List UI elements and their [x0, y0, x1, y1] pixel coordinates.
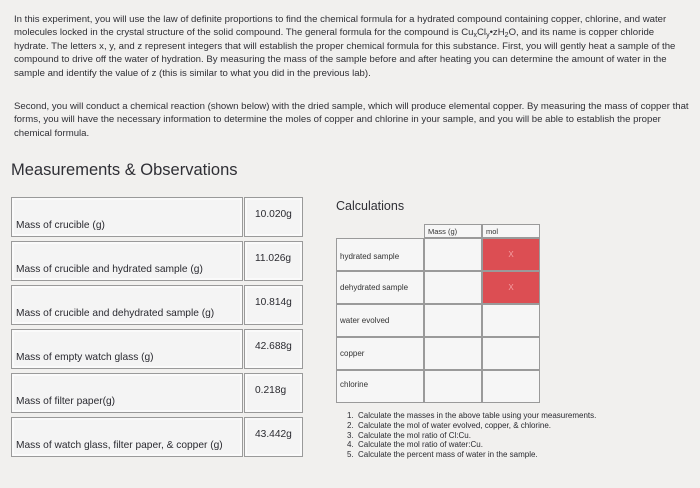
- measurement-row: [11, 285, 303, 325]
- calc-row-label-cell: [336, 238, 424, 271]
- intro-paragraph-1: In this experiment, you will use the law of definite proportions to find the chemical formula for a hydrated compound containing copper, chlorine, and water molecules locked in the crystal structure of the solid compound. The general formula for the compound is $Cu_xCl_y•zH_2O$, and its name is copper chloride hydrate. The letters x, y, and z represent integers that will establish the proper chemical formula for this substance. First, you will gently heat a sample of the compound to drive off the water of hydration. By measuring the mass of the sample before and after heating you can determine the amount of water in the sample and identify the value of z (this is similar to what you did in the previous lab).: [14, 14, 676, 79]
- measurement-value: 10.020g: [255, 209, 292, 220]
- measurement-label: Mass of crucible (g): [16, 220, 105, 231]
- calc-row-label: chlorine: [340, 380, 369, 389]
- measurement-label: Mass of crucible and dehydrated sample (g): [16, 308, 215, 319]
- calc-row-label-cell: [336, 271, 424, 304]
- measurement-label-cell: [11, 197, 243, 237]
- calc-mass-field[interactable]: [424, 370, 482, 403]
- measurement-label-cell: [11, 373, 243, 413]
- measurement-label-cell: [11, 285, 243, 325]
- measurement-row: [11, 373, 303, 413]
- calc-mol-blocked-cell: X: [482, 238, 540, 271]
- calc-mass-field[interactable]: [424, 337, 482, 370]
- measurement-label: Mass of watch glass, filter paper, & copper (g): [16, 440, 223, 451]
- measurement-label: Mass of filter paper(g): [16, 396, 116, 407]
- calc-row-label-cell: [336, 337, 424, 370]
- calc-row-label: copper: [340, 349, 365, 358]
- calc-mass-field[interactable]: [424, 238, 482, 271]
- measurement-value: 43.442g: [255, 429, 292, 440]
- measurement-value-field[interactable]: [244, 241, 303, 281]
- intro-paragraph-2: Second, you will conduct a chemical reaction (shown below) with the dried sample, which will produce elemental copper. By measuring the mass of copper that forms, you will have the necessary information to determine the moles of copper and chlorine in your sample, and you will be able to establish the proper chemical formula.: [14, 101, 689, 139]
- measurement-label-cell: [11, 329, 243, 369]
- measurement-value: 0.218g: [255, 385, 287, 396]
- section-heading: Measurements & Observations: [11, 161, 238, 179]
- calc-mass-field[interactable]: [424, 304, 482, 337]
- measurement-value: 42.688g: [255, 341, 292, 352]
- measurement-row: [11, 197, 303, 237]
- measurement-value-field[interactable]: [244, 373, 303, 413]
- task-list: [347, 411, 596, 460]
- measurement-label: Mass of empty watch glass (g): [16, 352, 154, 363]
- measurement-row: [11, 241, 303, 281]
- mol-column-header: mol: [482, 224, 540, 238]
- measurement-value-field[interactable]: [244, 285, 303, 325]
- task-item: 3. Calculate the mol ratio of Cl:Cu.: [347, 430, 471, 440]
- measurement-row: [11, 329, 303, 369]
- calc-row-label: dehydrated sample: [340, 283, 409, 292]
- task-item: 4. Calculate the mol ratio of water:Cu.: [347, 440, 483, 450]
- measurement-label-cell: [11, 241, 243, 281]
- calc-mol-blocked-cell: X: [482, 271, 540, 304]
- measurement-value-field[interactable]: [244, 329, 303, 369]
- calc-row-label: water evolved: [340, 316, 390, 325]
- calc-mol-field[interactable]: [482, 370, 540, 403]
- mass-column-header: Mass (g): [424, 224, 482, 238]
- task-item: 5. Calculate the percent mass of water in the sample.: [347, 450, 538, 460]
- calc-row-label: hydrated sample: [340, 252, 400, 261]
- measurement-label-cell: [11, 417, 243, 457]
- task-item: 2. Calculate the mol of water evolved, copper, & chlorine.: [347, 420, 551, 430]
- task-item: 1. Calculate the masses in the above table using your measurements.: [347, 411, 597, 420]
- calculations-title: Calculations: [336, 199, 405, 213]
- measurement-row: [11, 417, 303, 457]
- measurement-value: 11.026g: [255, 253, 292, 264]
- calc-mol-field[interactable]: [482, 337, 540, 370]
- measurement-label: Mass of crucible and hydrated sample (g): [16, 264, 203, 275]
- measurement-value-field[interactable]: [244, 417, 303, 457]
- measurement-value: 10.814g: [255, 297, 292, 308]
- calc-row-label-cell: [336, 304, 424, 337]
- calc-mass-field[interactable]: [424, 271, 482, 304]
- calc-mol-field[interactable]: [482, 304, 540, 337]
- measurement-value-field[interactable]: [244, 197, 303, 237]
- calc-row-label-cell: [336, 370, 424, 403]
